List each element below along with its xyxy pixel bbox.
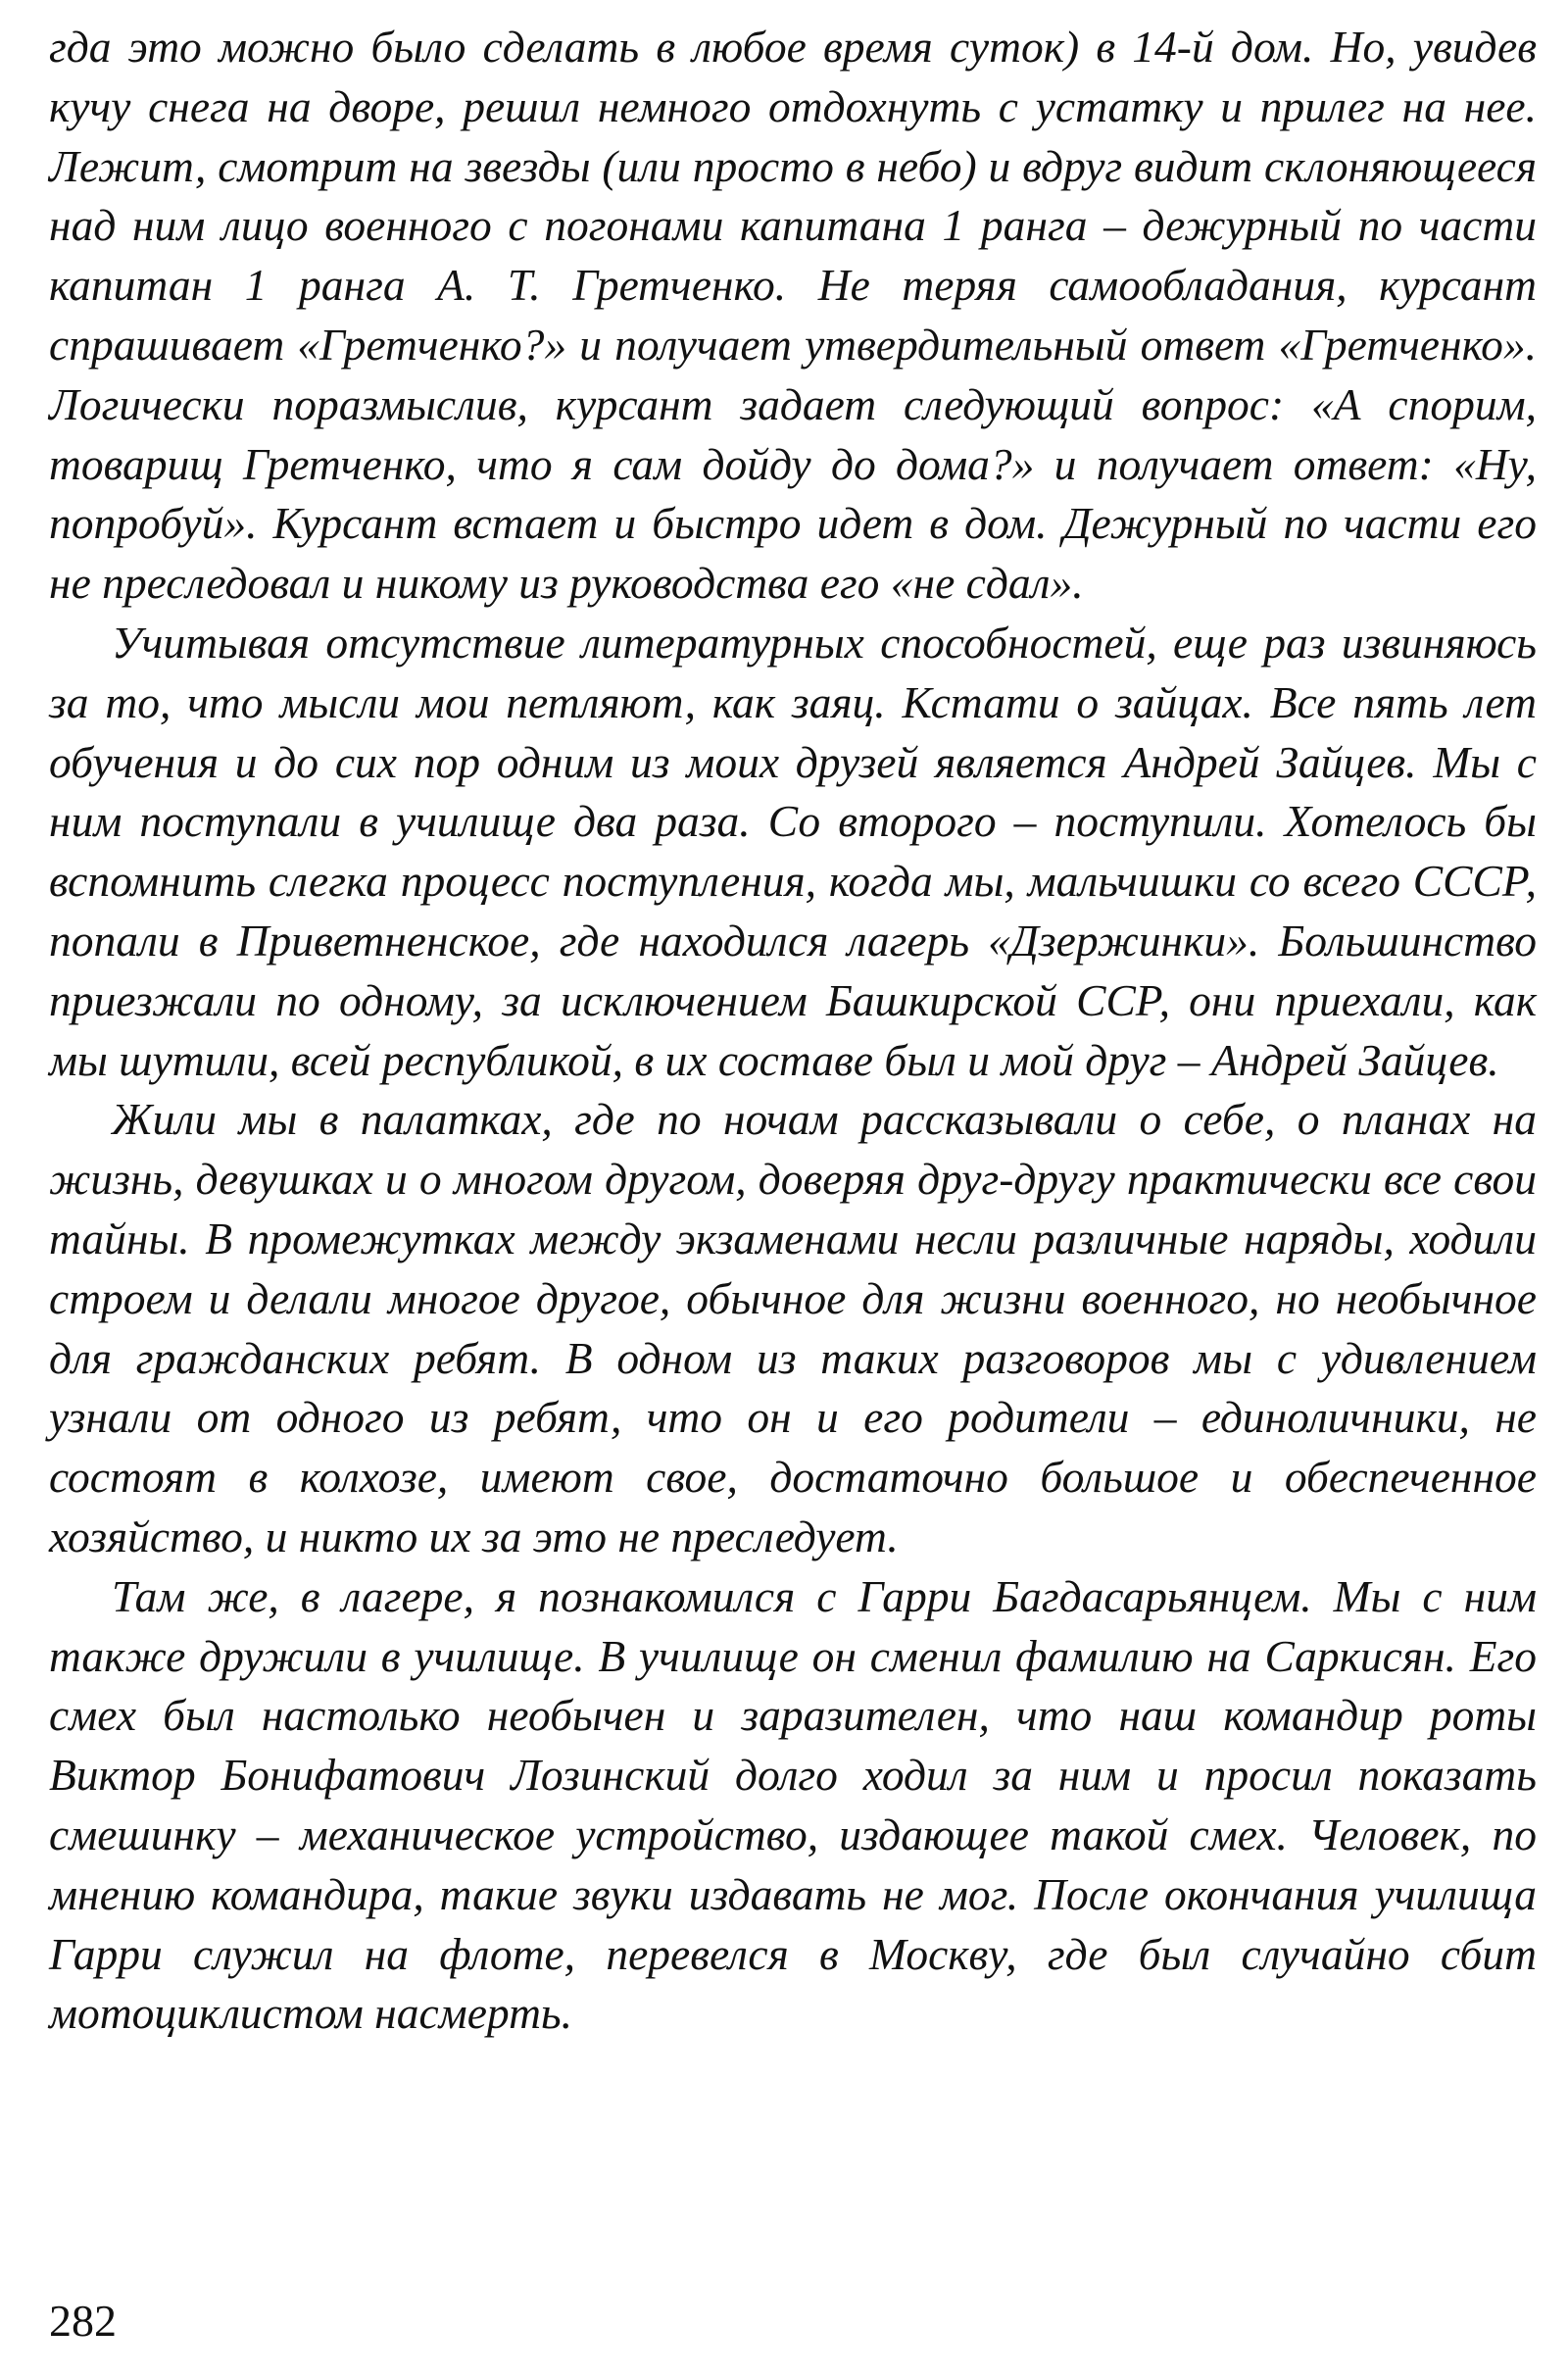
paragraph-zaitsev: Учитывая отсутствие литературных способностей, еще раз извиняюсь за то, что мысли мои петляют, как заяц. Кстати о зайцах. Все пять лет обучения и до сих пор одним из моих друзей является Андрей Зайцев. Мы с ним поступали в училище два раза. Со второго – поступили. Хотелось бы вспомнить слегка процесс поступления, когда мы, мальчишки со всего СССР, попали в Приветненское, где находился лагерь «Дзержинки». Большинство приезжали по одному, за исключением Башкирской ССР, они приехали, как мы шутили, всей республикой, в их составе был и мой друг – Андрей Зайцев.: [49, 617, 1537, 1085]
paragraph-tents: Жили мы в палатках, где по ночам рассказывали о себе, о планах на жизнь, девушках и о многом другом, доверяя друг-другу практически все свои тайны. В промежутках между экзаменами несли различные наряды, ходили строем и делали многое другое, обычное для жизни военного, но необычное для гражданских ребят. В одном из таких разговоров мы с удивлением узнали от одного из ребят, что он и его родители – единоличники, не состоят в колхозе, имеют свое, достаточно большое и обеспеченное хозяйство, и никто их за это не преследует.: [49, 1094, 1537, 1561]
paragraph-garri: Там же, в лагере, я познакомился с Гарри Багдасарьянцем. Мы с ним также дружили в училище. В училище он сменил фамилию на Саркисян. Его смех был настолько необычен и заразителен, что наш командир роты Виктор Бонифатович Лозинский долго ходил за ним и просил показать смешинку – механическое устройство, издающее такой смех. Человек, по мнению командира, такие звуки издавать не мог. После окончания училища Гарри служил на флоте, перевелся в Москву, где был случайно сбит мотоциклистом насмерть.: [49, 1570, 1537, 2039]
page-number: 282: [49, 2296, 117, 2346]
paragraph-continuation: гда это можно было сделать в любое время суток) в 14-й дом. Но, увидев кучу снега на дворе, решил немного отдохнуть с устатку и прилег на нее. Лежит, смотрит на звезды (или просто в небо) и вдруг видит склоняющееся над ним лицо военного с погонами капитана 1 ранга – дежурный по части капитан 1 ранга А. Т. Гретченко. Не теряя самообладания, курсант спрашивает «Гретченко?» и получает утвердительный ответ «Гретченко». Логически поразмыслив, курсант задает следующий вопрос: «А спорим, товарищ Гретченко, что я сам дойду до дома?» и получает ответ: «Ну, попробуй». Курсант встает и быстро идет в дом. Дежурный по части его не преследовал и никому из руководства его «не сдал».: [49, 22, 1537, 609]
book-page: [49, 18, 1537, 2360]
text-column: [49, 18, 1537, 2044]
